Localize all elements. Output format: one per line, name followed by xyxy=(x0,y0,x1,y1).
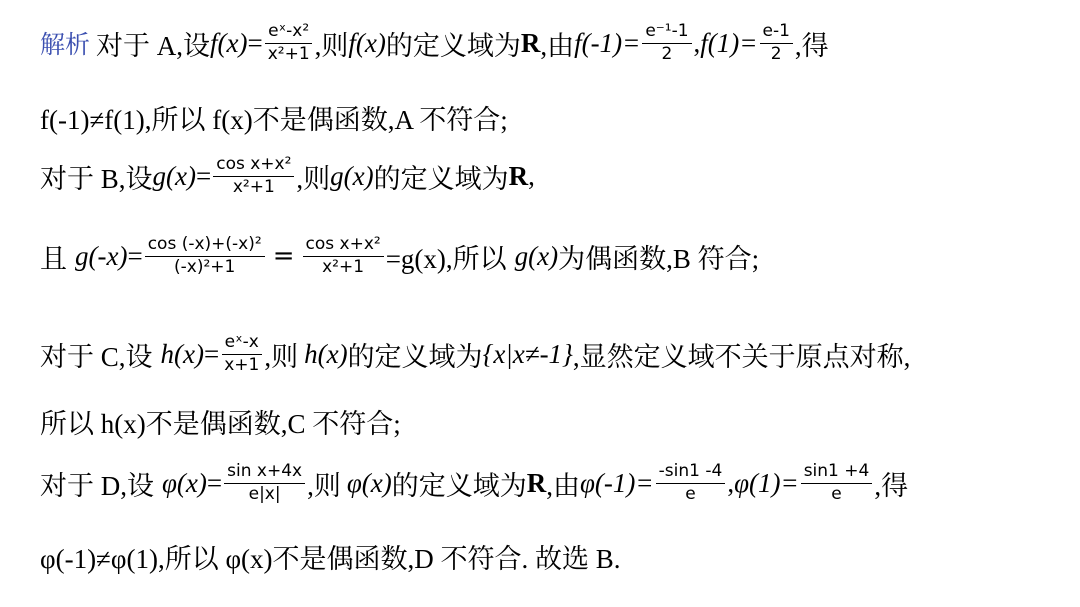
solution-label: 解析 xyxy=(40,30,91,60)
text: =g(x),所以 xyxy=(385,243,507,274)
equals: = xyxy=(203,338,220,369)
denominator: 2 xyxy=(770,43,782,64)
real-set: R xyxy=(520,27,541,58)
numerator: e-1 xyxy=(760,22,793,44)
numerator: eˣ-x xyxy=(222,333,262,355)
numerator: cos x+x² xyxy=(303,235,384,257)
line-2 xyxy=(40,98,508,137)
g-minus-x: g(-x) xyxy=(75,240,128,271)
text: φ(-1)≠φ(1),所以 φ(x)不是偶函数,D 不符合. 故选 B. xyxy=(40,544,621,574)
phi-x: φ(x) xyxy=(162,467,207,498)
real-set: R xyxy=(526,467,547,498)
text: 的定义域为 xyxy=(373,163,509,194)
numerator: e⁻¹-1 xyxy=(642,22,691,44)
phi-minus-one: φ(-1)= xyxy=(580,467,654,498)
numerator: cos (-x)+(-x)² xyxy=(145,235,265,257)
text: 的定义域为 xyxy=(391,470,527,501)
text: 的定义域为 xyxy=(347,341,483,372)
text: ,显然定义域不关于原点对称, xyxy=(572,341,911,372)
f-one: f(1)= xyxy=(700,27,758,58)
text: ,由 xyxy=(540,30,575,61)
text: ,则 xyxy=(264,341,299,372)
equals: = xyxy=(195,160,212,191)
denominator: e|x| xyxy=(248,483,281,504)
denominator: x²+1 xyxy=(322,256,365,277)
text: ,得 xyxy=(874,470,909,501)
line-1 xyxy=(40,22,829,64)
line-3 xyxy=(40,155,535,197)
fx: f(x) xyxy=(348,27,386,58)
equals: = xyxy=(206,467,223,498)
line-7 xyxy=(40,462,908,504)
text: 所以 h(x)不是偶函数,C 不符合; xyxy=(40,409,401,439)
denominator: 2 xyxy=(661,43,673,64)
fraction-phi-m1 xyxy=(656,462,726,504)
equals: = xyxy=(127,240,143,271)
gx: g(x) xyxy=(152,160,196,191)
denominator: x²+1 xyxy=(232,176,275,197)
text: , xyxy=(693,27,701,58)
text: ,则 xyxy=(296,163,331,194)
hx: h(x) xyxy=(160,338,204,369)
text: ,则 xyxy=(307,470,341,501)
numerator: eˣ-x² xyxy=(265,22,312,44)
denominator: x²+1 xyxy=(267,43,310,64)
fraction-fm1 xyxy=(642,22,691,64)
text: 对于 D,设 xyxy=(40,470,154,501)
numerator: cos x+x² xyxy=(213,155,294,177)
fraction-f xyxy=(265,22,313,64)
text: ,则 xyxy=(314,30,349,61)
line-8 xyxy=(40,537,621,576)
text: 且 xyxy=(40,243,67,274)
fraction-a xyxy=(145,235,265,277)
phi-one: φ(1)= xyxy=(734,467,799,498)
text: ,由 xyxy=(546,470,580,501)
text: 对于 B,设 xyxy=(40,163,153,194)
fx: f(x) xyxy=(210,27,248,58)
line-6 xyxy=(40,402,401,441)
denominator: x+1 xyxy=(224,354,260,375)
line-4 xyxy=(40,235,759,277)
fraction-h xyxy=(221,333,262,375)
fraction-g xyxy=(213,155,294,197)
denominator: (-x)²+1 xyxy=(174,256,236,277)
equals: = xyxy=(272,241,295,272)
f-minus-one: f(-1)= xyxy=(574,27,641,58)
text: , xyxy=(727,467,735,498)
domain-set: {x|x≠-1} xyxy=(482,338,573,369)
numerator: -sin1 -4 xyxy=(656,462,726,484)
line-5 xyxy=(40,333,910,375)
denominator: e xyxy=(685,483,696,504)
text: ,得 xyxy=(794,30,829,61)
fraction-phi-1 xyxy=(801,462,873,504)
gx: g(x) xyxy=(330,160,374,191)
real-set: R xyxy=(508,160,529,191)
fraction-b xyxy=(303,235,384,277)
equals: = xyxy=(247,27,263,58)
fraction-f1 xyxy=(760,22,793,64)
text: 对于 A,设 xyxy=(96,30,211,61)
hx: h(x) xyxy=(304,338,348,369)
text: 的定义域为 xyxy=(385,30,521,61)
numerator: sin1 +4 xyxy=(801,462,873,484)
text: , xyxy=(528,160,535,191)
gx: g(x) xyxy=(514,240,559,271)
denominator: e xyxy=(831,483,842,504)
phi-x: φ(x) xyxy=(346,467,392,498)
text: 对于 C,设 xyxy=(40,341,153,372)
text: f(-1)≠f(1),所以 f(x)不是偶函数,A 不符合; xyxy=(40,105,508,135)
text: 为偶函数,B 符合; xyxy=(558,243,760,274)
numerator: sin x+4x xyxy=(224,462,305,484)
fraction-phi xyxy=(224,462,305,504)
